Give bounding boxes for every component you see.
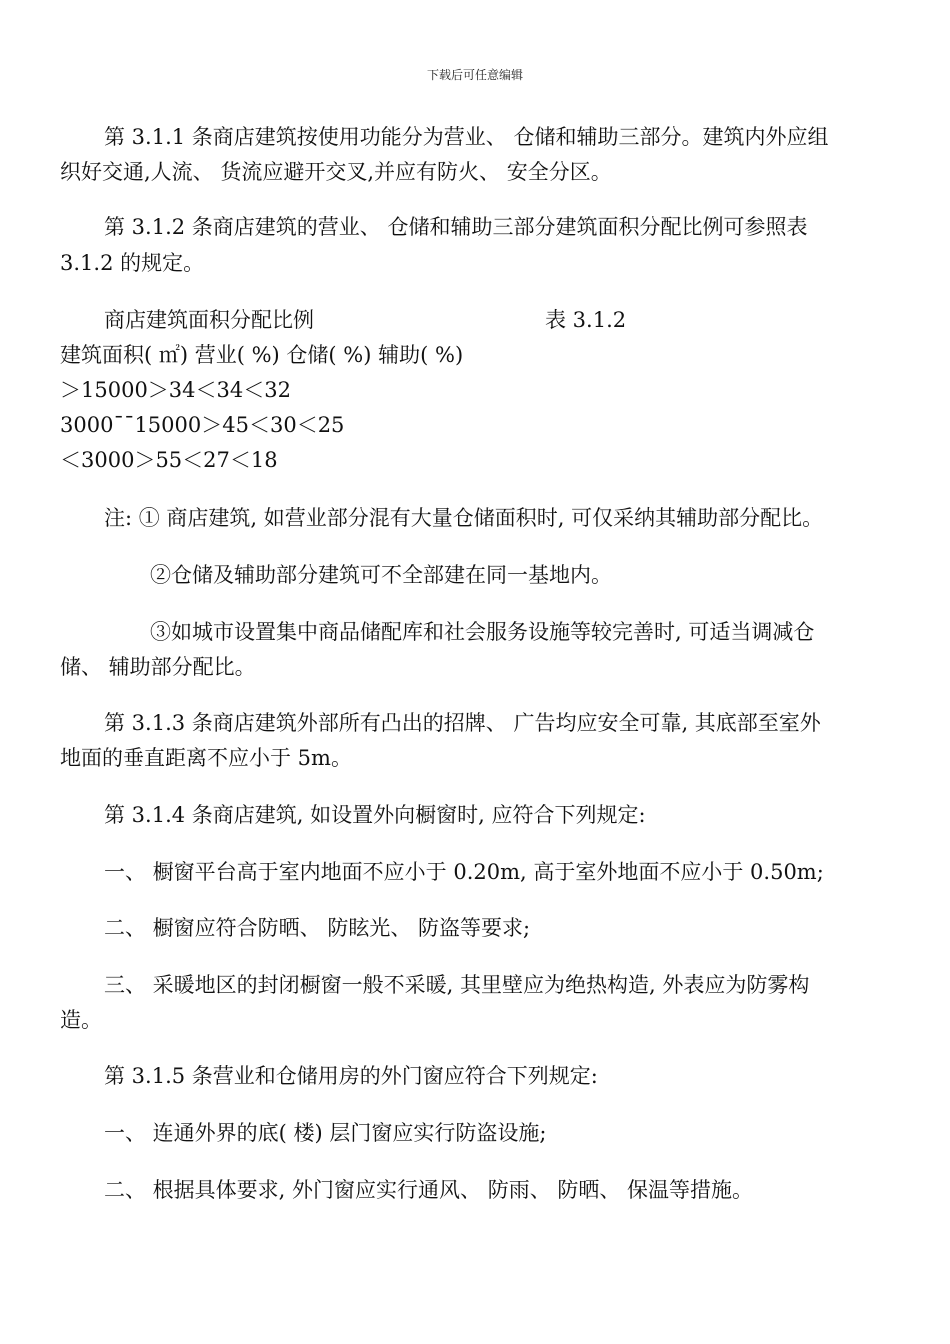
clause-3-1-3-line-1: 第 3.1.3 条商店建筑外部所有凸出的招牌、 广告均应安全可靠, 其底部至室外 <box>104 711 821 735</box>
clause-3-1-4-line-1: 第 3.1.4 条商店建筑, 如设置外向橱窗时, 应符合下列规定: <box>104 803 646 827</box>
table-row: 3000¯¯15000＞45＜30＜25 <box>60 413 345 437</box>
table-number: 表 3.1.2 <box>545 308 627 332</box>
table-row: ＞15000＞34＜34＜32 <box>60 378 291 402</box>
clause-3-1-5-item-1: 一、 连通外界的底( 楼) 层门窗应实行防盗设施; <box>104 1121 547 1145</box>
note-2: ②仓储及辅助部分建筑可不全部建在同一基地内。 <box>150 563 612 587</box>
clause-3-1-4-item-2: 二、 橱窗应符合防晒、 防眩光、 防盗等要求; <box>104 916 531 940</box>
table-header-row: 建筑面积( ㎡) 营业( %) 仓储( %) 辅助( %) <box>60 343 464 367</box>
clause-3-1-5-item-2: 二、 根据具体要求, 外门窗应实行通风、 防雨、 防晒、 保温等措施。 <box>104 1178 754 1202</box>
clause-3-1-5-line-1: 第 3.1.5 条营业和仓储用房的外门窗应符合下列规定: <box>104 1064 598 1088</box>
clause-3-1-3-line-2: 地面的垂直距离不应小于 5m。 <box>60 746 352 770</box>
clause-3-1-2-line-2: 3.1.2 的规定。 <box>60 251 205 275</box>
note-1: 注: ① 商店建筑, 如营业部分混有大量仓储面积时, 可仅采纳其辅助部分配比。 <box>104 506 824 530</box>
note-3-line-2: 储、 辅助部分配比。 <box>60 655 256 679</box>
table-row: ＜3000＞55＜27＜18 <box>60 448 278 472</box>
table-title: 商店建筑面积分配比例 <box>104 308 314 332</box>
clause-3-1-2-line-1: 第 3.1.2 条商店建筑的营业、 仓储和辅助三部分建筑面积分配比例可参照表 <box>104 215 808 239</box>
clause-3-1-1-line-1: 第 3.1.1 条商店建筑按使用功能分为营业、 仓储和辅助三部分。建筑内外应组 <box>104 125 829 149</box>
clause-3-1-4-item-3-line-1: 三、 采暖地区的封闭橱窗一般不采暖, 其里壁应为绝热构造, 外表应为防雾构 <box>104 973 810 997</box>
clause-3-1-4-item-1: 一、 橱窗平台高于室内地面不应小于 0.20m, 高于室外地面不应小于 0.50m; <box>104 860 824 884</box>
clause-3-1-1-line-2: 织好交通,人流、 货流应避开交叉,并应有防火、 安全分区。 <box>60 160 612 184</box>
clause-3-1-4-item-3-line-2: 造。 <box>60 1008 102 1032</box>
page-header: 下载后可任意编辑 <box>426 68 523 82</box>
note-3-line-1: ③如城市设置集中商品储配库和社会服务设施等较完善时, 可适当调减仓 <box>150 620 815 644</box>
